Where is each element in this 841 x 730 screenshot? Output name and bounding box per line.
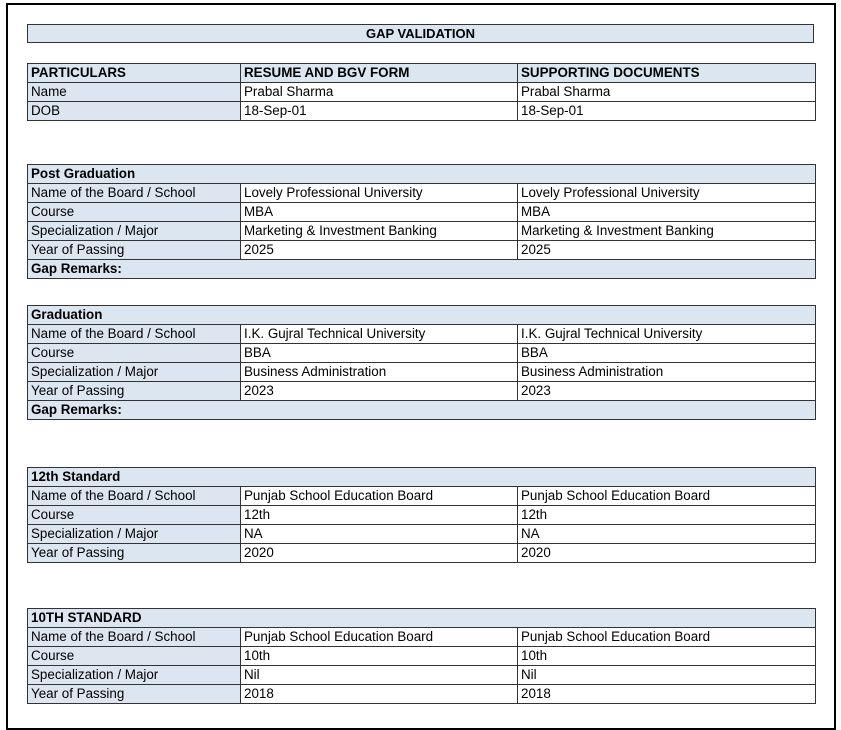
table-row	[28, 363, 816, 382]
docs-value: Business Administration	[518, 363, 816, 382]
table-header-row	[28, 64, 816, 83]
row-label: Name of the Board / School	[28, 184, 241, 203]
row-label: Course	[28, 203, 241, 222]
docs-value: 2025	[518, 241, 816, 260]
header-supporting: SUPPORTING DOCUMENTS	[518, 64, 816, 83]
row-label: Name of the Board / School	[28, 487, 241, 506]
table-row	[28, 344, 816, 363]
table-row	[28, 241, 816, 260]
resume-value: 2018	[241, 685, 518, 704]
table-row	[28, 628, 816, 647]
page-title: GAP VALIDATION	[27, 24, 814, 43]
resume-value: 2025	[241, 241, 518, 260]
docs-value: 2018	[518, 685, 816, 704]
section-title-row	[28, 306, 816, 325]
table-row	[28, 382, 816, 401]
table-row	[28, 544, 816, 563]
section-title: Graduation	[28, 306, 816, 325]
twelfth-standard-table	[27, 467, 816, 563]
table-row	[28, 647, 816, 666]
section-title: 12th Standard	[28, 468, 816, 487]
tenth-standard-table	[27, 608, 816, 704]
resume-value: 18-Sep-01	[241, 102, 518, 121]
table-row	[28, 685, 816, 704]
row-label: Specialization / Major	[28, 666, 241, 685]
section-title-row	[28, 165, 816, 184]
gap-remarks-label: Gap Remarks:	[28, 401, 816, 420]
table-row	[28, 184, 816, 203]
table-row	[28, 222, 816, 241]
docs-value: Marketing & Investment Banking	[518, 222, 816, 241]
row-label: Specialization / Major	[28, 525, 241, 544]
row-label: Name of the Board / School	[28, 325, 241, 344]
docs-value: 12th	[518, 506, 816, 525]
header-resume: RESUME AND BGV FORM	[241, 64, 518, 83]
row-label: Course	[28, 647, 241, 666]
resume-value: Punjab School Education Board	[241, 628, 518, 647]
row-label: Year of Passing	[28, 241, 241, 260]
gap-remarks-label: Gap Remarks:	[28, 260, 816, 279]
docs-value: Punjab School Education Board	[518, 628, 816, 647]
docs-value: Nil	[518, 666, 816, 685]
row-label: Name	[28, 83, 241, 102]
table-row	[28, 325, 816, 344]
row-label: Specialization / Major	[28, 222, 241, 241]
resume-value: Punjab School Education Board	[241, 487, 518, 506]
resume-value: Marketing & Investment Banking	[241, 222, 518, 241]
row-label: Course	[28, 344, 241, 363]
docs-value: 18-Sep-01	[518, 102, 816, 121]
row-label: Specialization / Major	[28, 363, 241, 382]
docs-value: 2020	[518, 544, 816, 563]
resume-value: 12th	[241, 506, 518, 525]
table-row	[28, 102, 816, 121]
docs-value: BBA	[518, 344, 816, 363]
docs-value: Punjab School Education Board	[518, 487, 816, 506]
header-particulars: PARTICULARS	[28, 64, 241, 83]
row-label: Year of Passing	[28, 685, 241, 704]
resume-value: 2023	[241, 382, 518, 401]
resume-value: 10th	[241, 647, 518, 666]
gap-remarks-row	[28, 401, 816, 420]
docs-value: Lovely Professional University	[518, 184, 816, 203]
table-row	[28, 203, 816, 222]
docs-value: NA	[518, 525, 816, 544]
resume-value: NA	[241, 525, 518, 544]
docs-value: MBA	[518, 203, 816, 222]
resume-value: Lovely Professional University	[241, 184, 518, 203]
row-label: Year of Passing	[28, 544, 241, 563]
row-label: DOB	[28, 102, 241, 121]
section-title-row	[28, 468, 816, 487]
post-graduation-table	[27, 164, 816, 279]
resume-value: Business Administration	[241, 363, 518, 382]
resume-value: Prabal Sharma	[241, 83, 518, 102]
resume-value: 2020	[241, 544, 518, 563]
section-title: Post Graduation	[28, 165, 816, 184]
row-label: Year of Passing	[28, 382, 241, 401]
resume-value: BBA	[241, 344, 518, 363]
table-row	[28, 525, 816, 544]
table-row	[28, 487, 816, 506]
resume-value: I.K. Gujral Technical University	[241, 325, 518, 344]
docs-value: 10th	[518, 647, 816, 666]
table-row	[28, 666, 816, 685]
graduation-table	[27, 305, 816, 420]
section-title: 10TH STANDARD	[28, 609, 816, 628]
row-label: Course	[28, 506, 241, 525]
table-row	[28, 506, 816, 525]
gap-remarks-row	[28, 260, 816, 279]
table-row	[28, 83, 816, 102]
docs-value: Prabal Sharma	[518, 83, 816, 102]
docs-value: 2023	[518, 382, 816, 401]
resume-value: MBA	[241, 203, 518, 222]
resume-value: Nil	[241, 666, 518, 685]
personal-table	[27, 63, 816, 121]
section-title-row	[28, 609, 816, 628]
docs-value: I.K. Gujral Technical University	[518, 325, 816, 344]
row-label: Name of the Board / School	[28, 628, 241, 647]
